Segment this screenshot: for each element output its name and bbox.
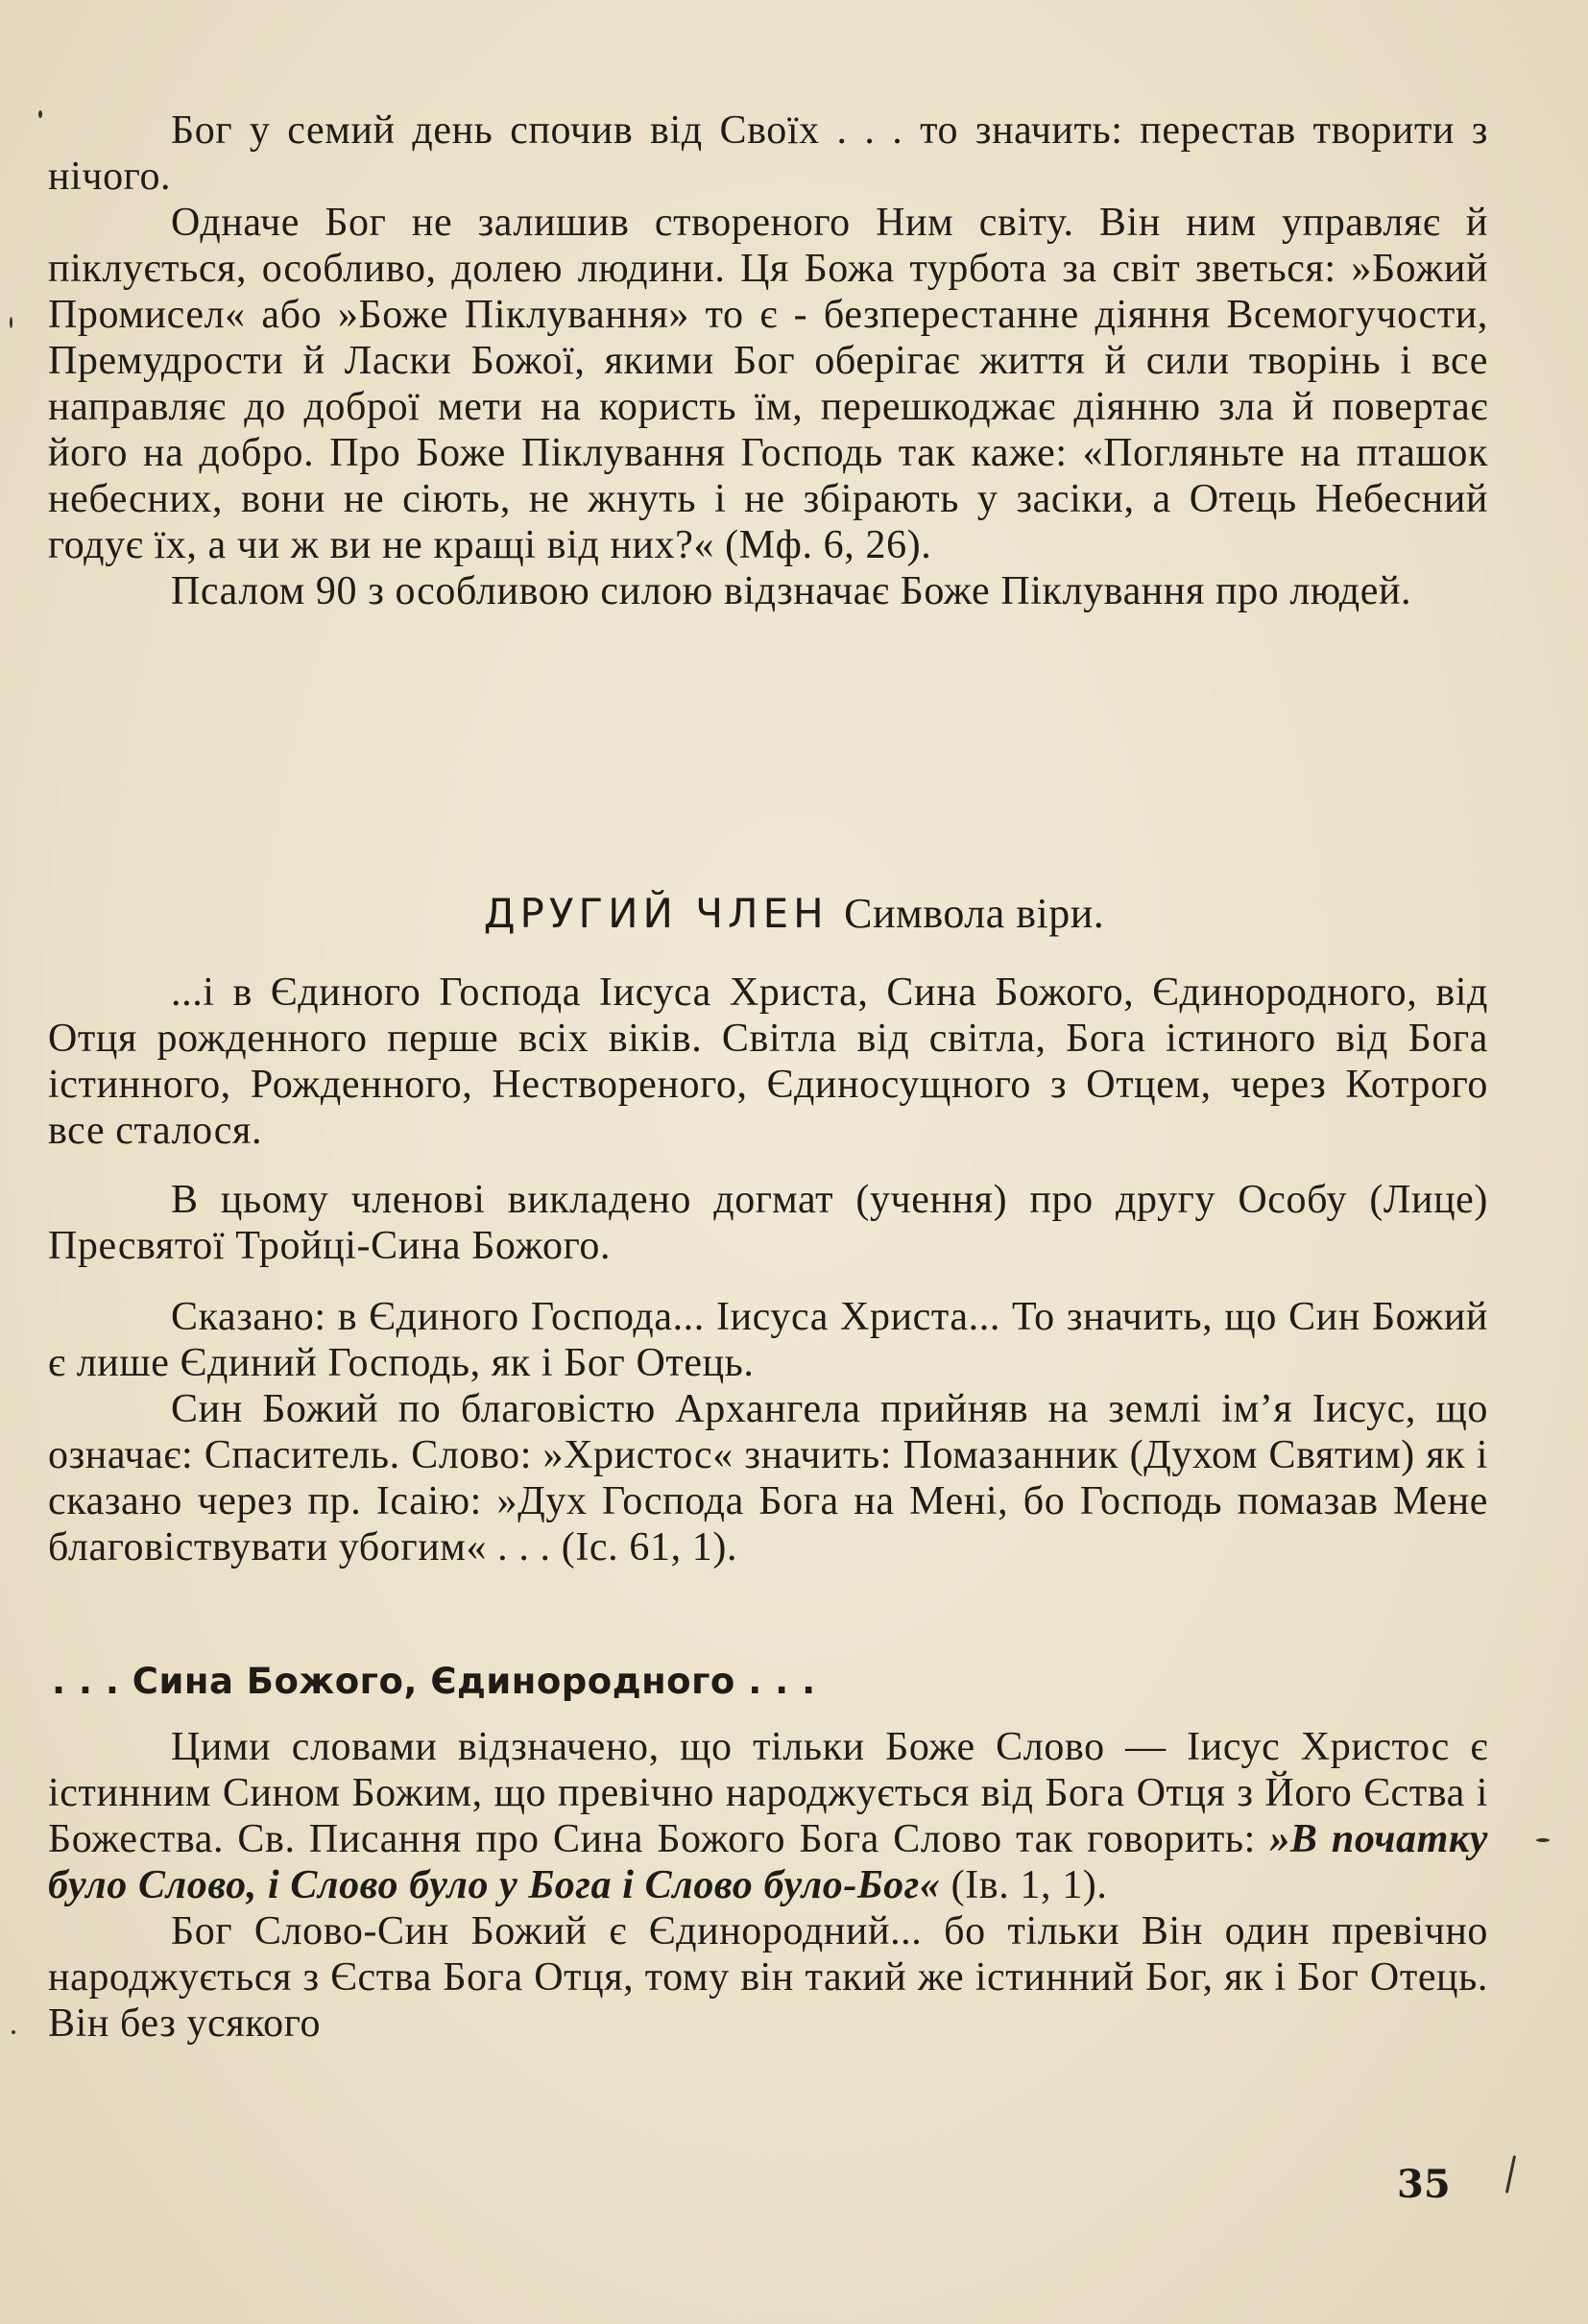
page-number: 35 — [1397, 2162, 1451, 2207]
section-providence — [48, 108, 1488, 614]
section-dogma — [48, 1177, 1488, 1269]
print-speck — [1505, 2155, 1516, 2193]
print-speck — [12, 2030, 15, 2034]
paragraph: Одначе Бог не залишив створеного Ним світу. Він ним управляє й піклується, особливо, долею людини. Ця Божа турбота за світ зветься: »Божий Промисел« або »Боже Піклування» то є - безперестанне діяння Всемогучости, Премудрости й Ласки Божої, якими Бог оберігає життя й сили творінь і все направляє до доброї мети на користь їм, перешкоджає діянню зла й повертає його на добро. Про Боже Піклування Господь так каже: «Погляньте на пташок небесних, вони не сіють, не жнуть і не збірають у засіки, а Отець Небесний годує їх, а чи ж ви не кращі від них?« (Мф. 6, 26). — [48, 201, 1488, 567]
print-speck — [38, 110, 42, 118]
paragraph: Псалом 90 з особливою силою відзначає Боже Піклування про людей. — [171, 569, 1412, 613]
paragraph: Бог у семий день спочив від Своїх . . . то значить: перестав творити з нічого. — [48, 108, 1488, 199]
paragraph: Син Божий по благовістю Архангела прийняв на землі ім’я Іисус, що означає: Спаситель. Слово: »Христос« значить: Помазанник (Духом Святим) як і сказано через пр. Ісаію: »Дух Господа Бога на Мені, бо Господь помазав Мене благовіствувати убогим« . . . (Іс. 61, 1). — [48, 1387, 1488, 1569]
paragraph: В цьому членові викладено догмат (учення) про другу Особу (Лице) Пресвятої Тройці-Сина Божого. — [48, 1178, 1488, 1268]
heading-caps: ДРУГИЙ ЧЛЕН — [483, 890, 829, 937]
creed-text: ...і в Єдиного Господа Іисуса Христа, Сина Божого, Єдинородного, від Отця рожденного перше всіх віків. Світла від світла, Бога істиного від Бога істинного, Рожденного, Нествореного, Єдиносущного з Отцем, через Котрого все сталося. — [48, 970, 1488, 1153]
chapter-heading — [0, 885, 1588, 943]
subheading: . . . Сина Божого, Єдинородного . . . — [52, 1661, 816, 1702]
paragraph: Сказано: в Єдиного Господа... Іисуса Христа... То значить, що Син Божий є лише Єдиний Господь, як і Бог Отець. — [48, 1295, 1488, 1385]
paragraph — [48, 1724, 1488, 1908]
print-speck — [1536, 1838, 1550, 1842]
heading-rest: Символа віри. — [844, 890, 1105, 937]
paragraph: Бог Слово-Син Божий є Єдинородний... бо тільки Він один превічно народжується з Єства Бога Отця, тому він такий же істинний Бог, як і Бог Отець. Він без усякого — [48, 1909, 1488, 2046]
print-speck — [10, 317, 12, 328]
scripture-reference: (Ів. 1, 1). — [940, 1863, 1108, 1907]
creed-text-block — [48, 970, 1488, 1154]
paragraph-text: Цими словами відзначено, що тільки Боже Слово — Іисус Христос є істинним Сином Божим, що превічно народжується від Бога Отця з Його Єства і Божества. Св. Писання про Сина Божого Бога Слово так говорить: — [48, 1725, 1488, 1861]
section-only-begotten — [48, 1724, 1488, 2047]
section-name-meaning — [48, 1294, 1488, 1570]
scripture-quote: »В початку було Слово, і Слово було у Бога і Слово було-Бог« — [48, 1817, 1488, 1907]
